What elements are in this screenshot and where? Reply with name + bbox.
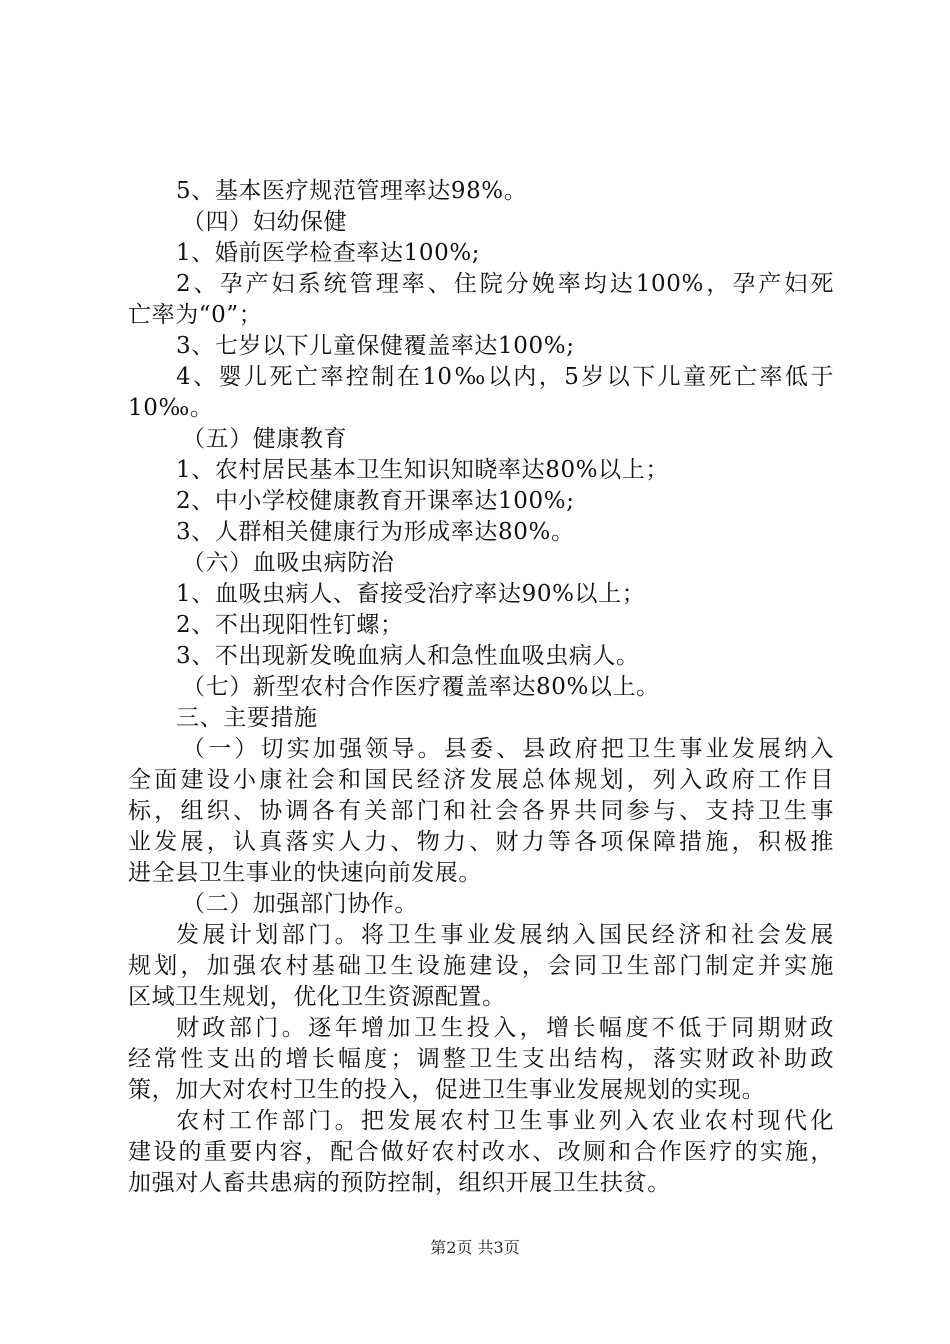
text-line: 3、七岁以下儿童保健覆盖率达100%;	[176, 333, 575, 359]
text-line: 1、血吸虫病人、畜接受治疗率达90%以上；	[176, 581, 646, 607]
text-line: （二）加强部门协作。	[182, 891, 418, 917]
text-line: 3、不出现新发晚血病人和急性血吸虫病人。	[176, 643, 640, 669]
text-line: 2、中小学校健康教育开课率达100%;	[176, 488, 575, 514]
text-line: 发展计划部门。将卫生事业发展纳入国民经济和社会发展	[176, 922, 834, 948]
text-line: 10‰。	[128, 395, 214, 421]
text-line: 业发展，认真落实人力、物力、财力等各项保障措施，积极推	[128, 829, 834, 855]
text-line: 3、人群相关健康行为形成率达80%。	[176, 519, 575, 545]
page-footer: 第2页 共3页	[430, 1238, 520, 1257]
text-line: （七）新型农村合作医疗覆盖率达80%以上。	[182, 674, 660, 700]
text-line: 经常性支出的增长幅度；调整卫生支出结构，落实财政补助政	[128, 1046, 834, 1072]
text-line: 加强对人畜共患病的预防控制，组织开展卫生扶贫。	[128, 1170, 671, 1196]
text-line: 农村工作部门。把发展农村卫生事业列入农业农村现代化	[176, 1108, 834, 1134]
text-line: 全面建设小康社会和国民经济发展总体规划，列入政府工作目	[128, 767, 834, 793]
text-line: （一）切实加强领导。县委、县政府把卫生事业发展纳入	[182, 736, 834, 762]
text-line: 2、不出现阳性钉螺；	[176, 612, 404, 638]
text-line: 三、主要措施	[176, 705, 318, 731]
text-line: （五）健康教育	[182, 426, 348, 452]
text-line: 进全县卫生事业的快速向前发展。	[128, 860, 482, 886]
text-line: 区域卫生规划，优化卫生资源配置。	[128, 984, 506, 1010]
text-line: （四）妇幼保健	[182, 209, 348, 235]
text-line: 规划，加强农村基础卫生设施建设，会同卫生部门制定并实施	[128, 953, 834, 979]
text-line: 建设的重要内容，配合做好农村改水、改厕和合作医疗的实施，	[128, 1139, 834, 1165]
text-line: 亡率为“0”；	[128, 302, 263, 328]
document-body	[128, 176, 834, 1199]
text-line: 4、婴儿死亡率控制在10‰以内，5岁以下儿童死亡率低于	[176, 364, 834, 390]
text-line: 标，组织、协调各有关部门和社会各界共同参与、支持卫生事	[128, 798, 834, 824]
text-line: 财政部门。逐年增加卫生投入，增长幅度不低于同期财政	[176, 1015, 834, 1041]
text-line: 5、基本医疗规范管理率达98%。	[176, 178, 528, 204]
text-line: 策，加大对农村卫生的投入，促进卫生事业发展规划的实现。	[128, 1077, 766, 1103]
text-line: （六）血吸虫病防治	[182, 550, 395, 576]
text-line: 1、婚前医学检查率达100%;	[176, 240, 481, 266]
text-line: 2、孕产妇系统管理率、住院分娩率均达100%，孕产妇死	[176, 271, 834, 297]
text-line: 1、农村居民基本卫生知识知晓率达80%以上；	[176, 457, 669, 483]
